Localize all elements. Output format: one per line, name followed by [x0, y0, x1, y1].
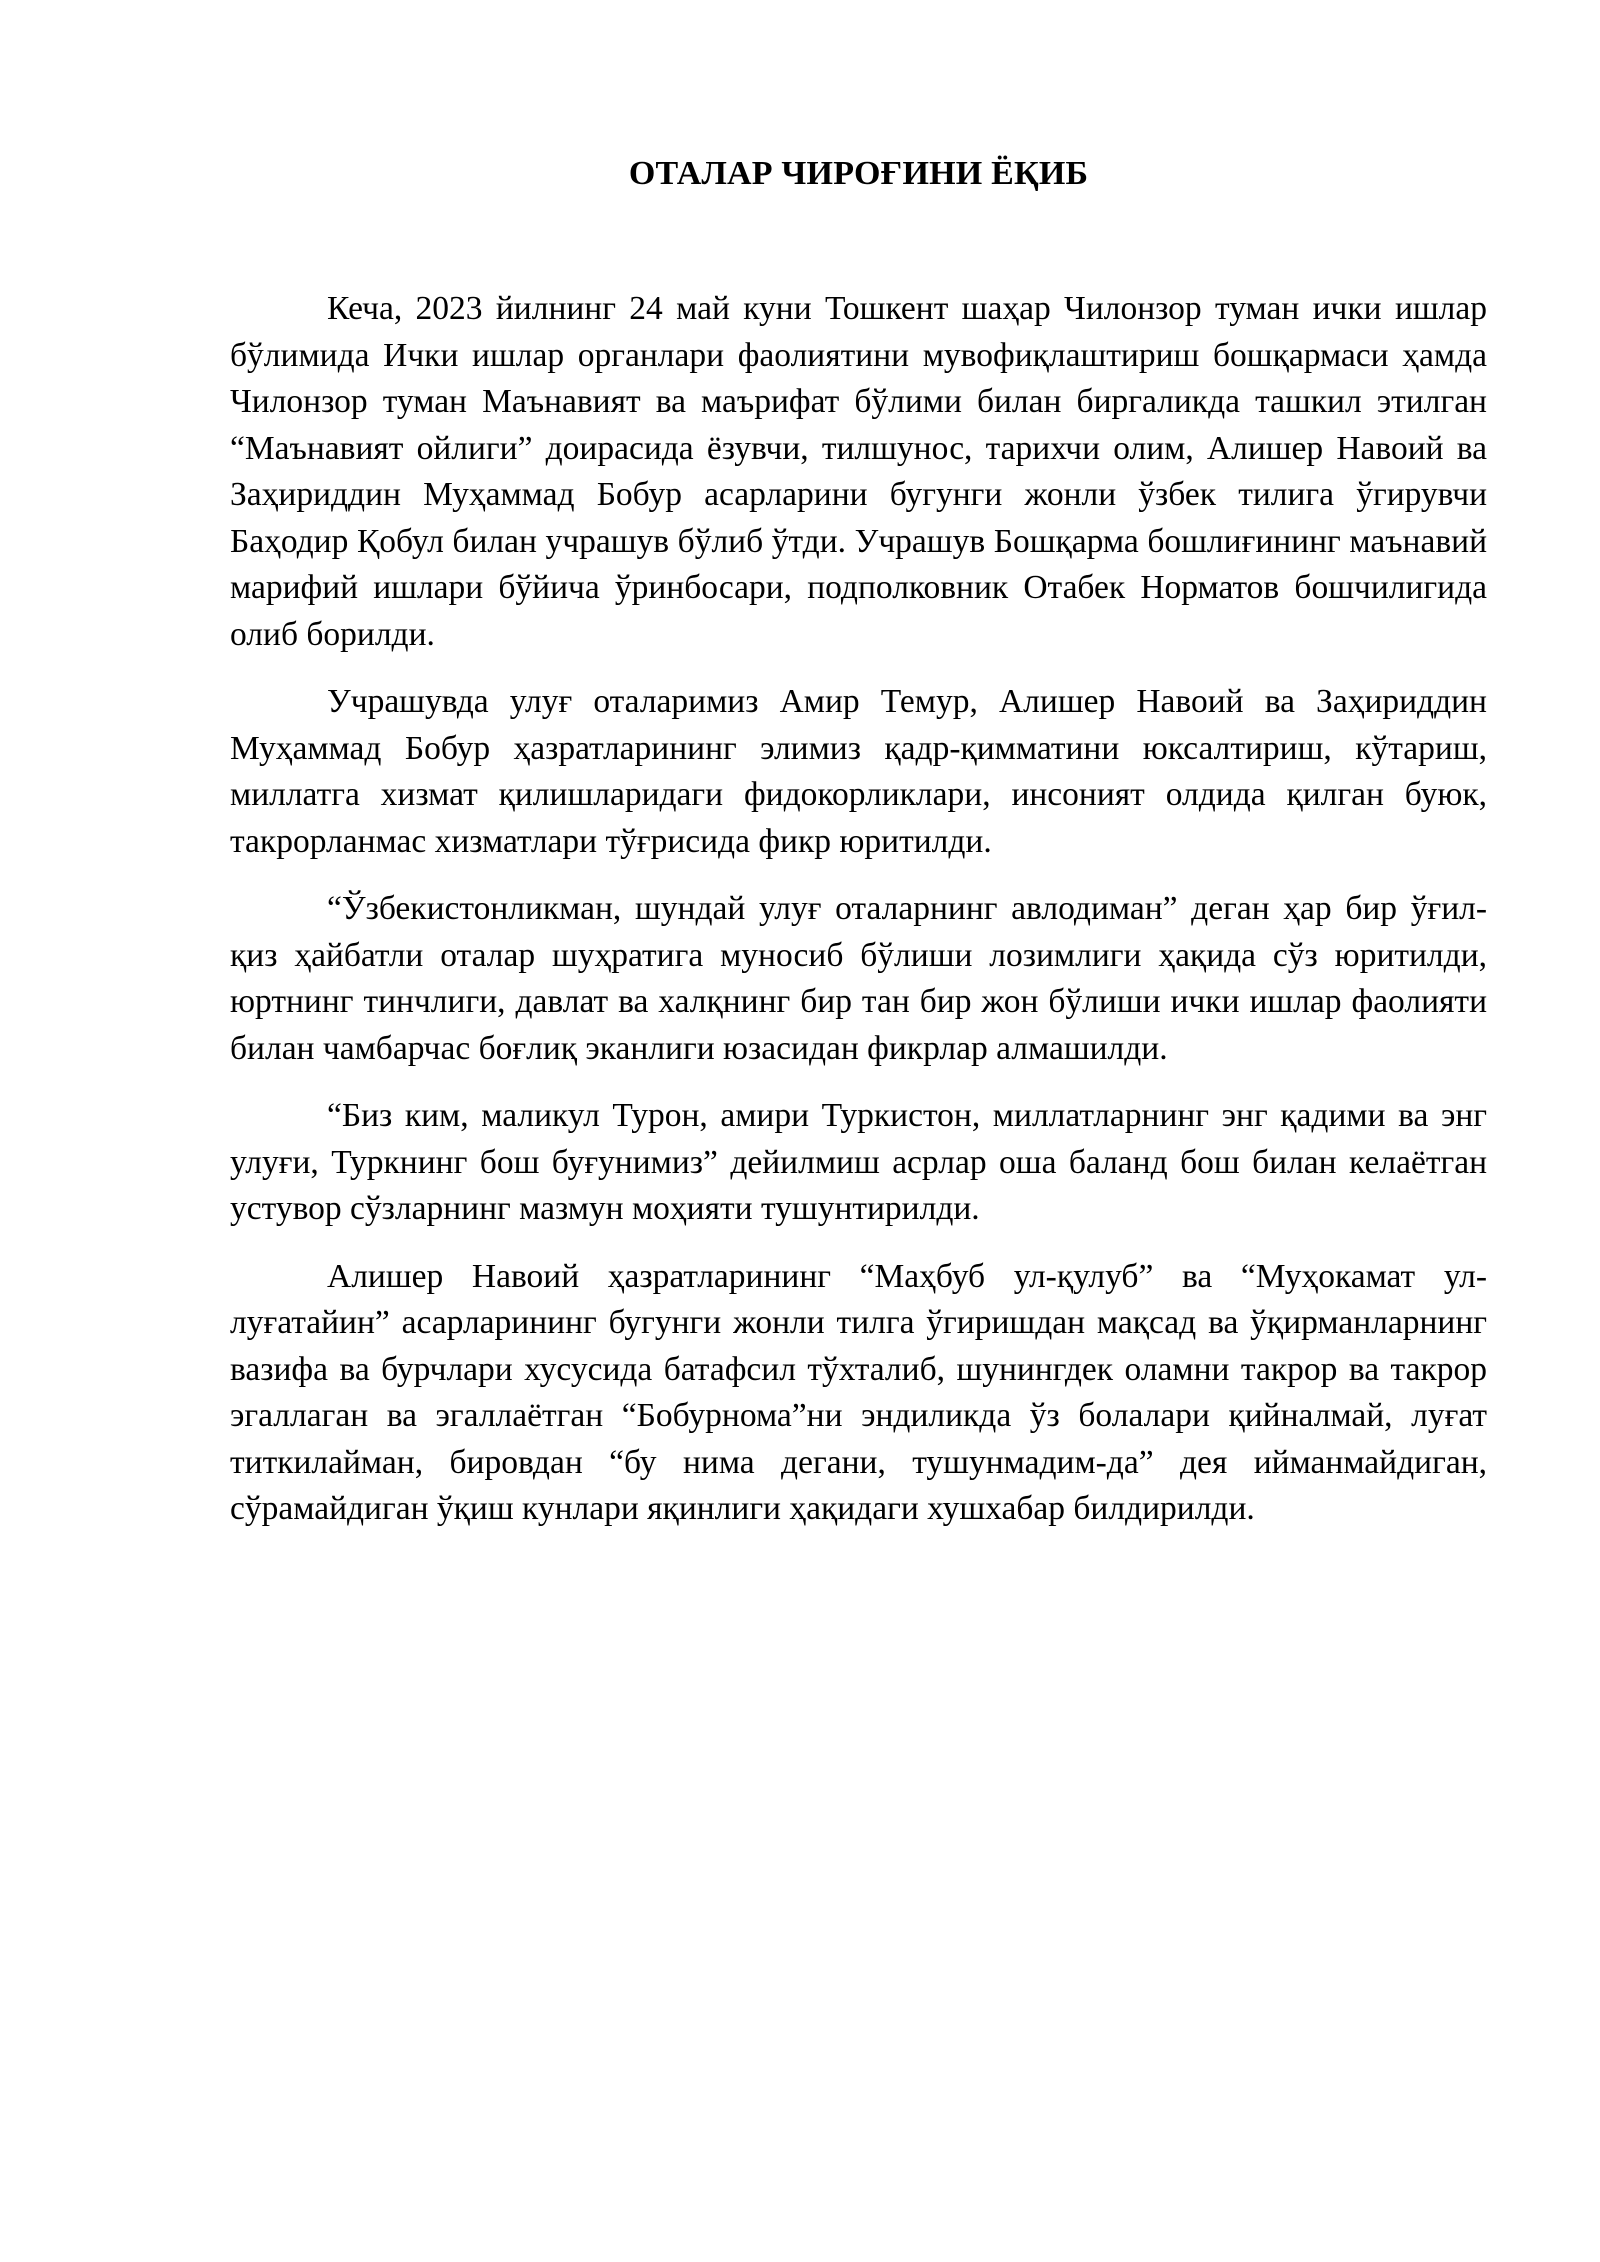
document-title: ОТАЛАР ЧИРОҒИНИ ЁҚИБ — [628, 155, 1089, 192]
paragraph-2: Учрашувда улуғ оталаримиз Амир Темур, Алишер Навоий ва Заҳириддин Муҳаммад Бобур ҳазратларининг элимиз қадр-қимматини юксалтириш, кўтариш, миллатга хизмат қилишларидаги фидокорликлари, инсоният олдида қилган буюк, такрорланмас хизматлари тўғрисида фикр юритилди. — [230, 683, 1487, 860]
paragraph-5: Алишер Навоий ҳазратларининг “Маҳбуб ул-қулуб” ва “Муҳокамат ул-луғатайин” асарларининг бугунги жонли тилга ўгиришдан мақсад ва ўқирманларнинг вазифа ва бурчлари хусусида батафсил тўхталиб, шунингдек оламни такрор ва такрор эгаллаган ва эгаллаётган “Бобурнома”ни эндиликда ўз болалари қийналмай, луғат титкилайман, бировдан “бу нима дегани, тушунмадим-да” дея ийманмайдиган, сўрамайдиган ўқиш кунлари яқинлиги ҳақидаги хушхабар билдирилди. — [230, 1257, 1487, 1527]
paragraph-1: Кеча, 2023 йилнинг 24 май куни Тошкент шаҳар Чилонзор туман ички ишлар бўлимида Ички ишлар органлари фаолиятини мувофиқлаштириш бошқармаси ҳамда Чилонзор туман Маънавият ва маърифат бўлими билан биргаликда ташкил этилган “Маънавият ойлиги” доирасида ёзувчи, тилшунос, тарихчи олим, Алишер Навоий ва Заҳириддин Муҳаммад Бобур асарларини бугунги жонли ўзбек тилига ўгирувчи Баҳодир Қобул билан учрашув бўлиб ўтди. Учрашув Бошқарма бошлиғининг маънавий марифий ишлари бўйича ўринбосари, подполковник Отабек Норматов бошчилигида олиб борилди. — [230, 290, 1487, 653]
document-body — [230, 286, 1487, 1554]
paragraph-3: “Ўзбекистонликман, шундай улуғ оталарнинг авлодиман” деган ҳар бир ўғил-қиз ҳайбатли оталар шуҳратига муносиб бўлиши лозимлиги ҳақида сўз юритилди, юртнинг тинчлиги, давлат ва халқнинг бир тан бир жон бўлиши ички ишлар фаолияти билан чамбарчас боғлиқ эканлиги юзасидан фикрлар алмашилди. — [230, 890, 1487, 1067]
paragraph-4: “Биз ким, маликул Турон, амири Туркистон, миллатларнинг энг қадими ва энг улуғи, Туркнинг бош буғунимиз” дейилмиш асрлар оша баланд бош билан келаётган устувор сўзларнинг мазмун моҳияти тушунтирилди. — [230, 1097, 1487, 1227]
